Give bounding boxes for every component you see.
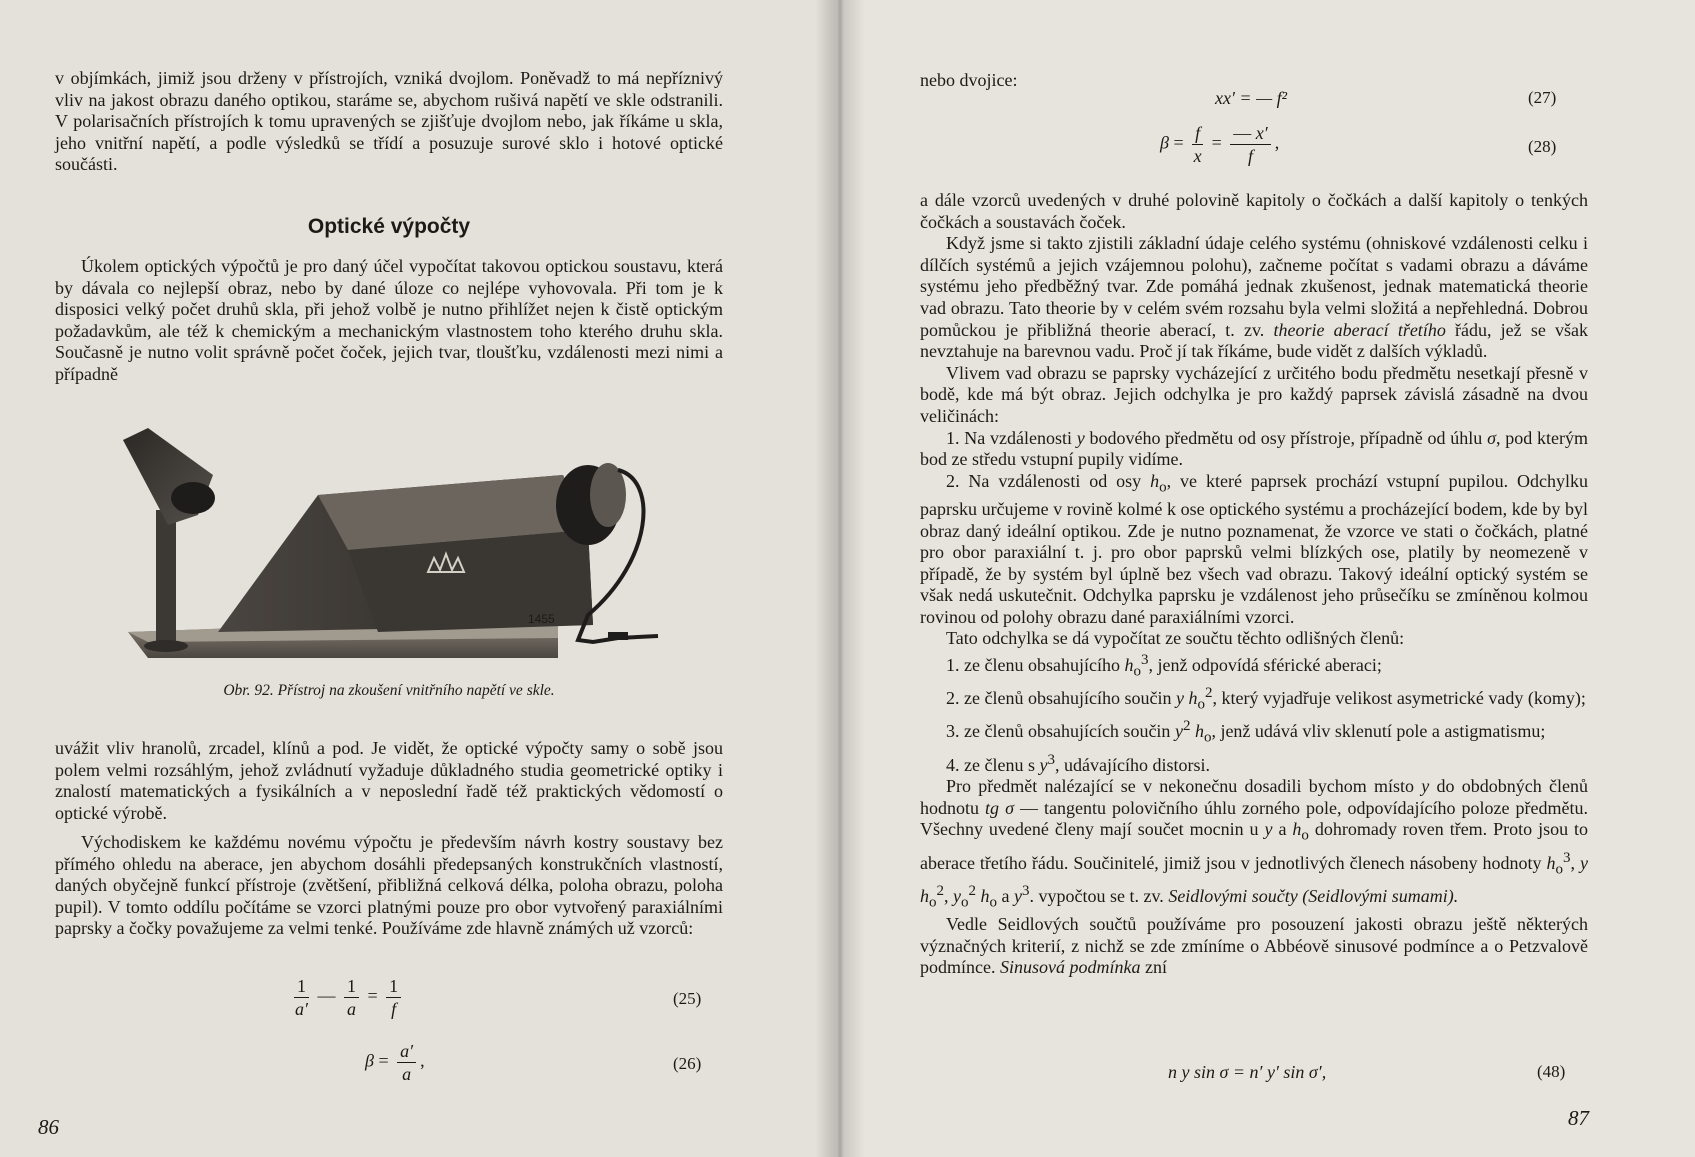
paragraph-after-figure: uvážit vliv hranolů, zrcadel, klínů a pod. Je vidět, že optické výpočty samy o sobě jsou polem velmi rozsáhlým, jehož zvládnutí vyžaduje důkladného studia geometrické optiky i znalostí matematických a fysikálních a v neposlední řadě též praktických vědomostí o optické výrobě.	[55, 738, 723, 823]
paragraph-vychodiskem: Východiskem ke každému novému výpočtu je především návrh kostry soustavy bez přímého ohledu na aberace, jen abychom dosáhli předepsaných konstrukčních vlastností, daných obyčejně funkcí přístroje (zvětšení, přibližná celková délka, poloha obrazu, poloha pupil). V tomto oddílu počítáme se vzorci platnými pouze pro obor vytvořený paraxiálními paprsky a čočky považujeme za velmi tenké. Používáme zde hlavně známých už vzorců:	[55, 832, 723, 939]
right-body-text: a dále vzorců uvedených v druhé polovině kapitoly o čočkách a další kapitoly o tenkých čočkách a soustavách čoček. Když jsme si takto zjistili základní údaje celého systému (ohniskové vzdálenosti celku i dílčích systémů a jejich vzájemnou polohu), začneme počítat s vadami obrazu a dáváme systému jeho předběžný tvar. Zde pomáhá jednak zkušenost, jednak matematická theorie vad obrazu. Tato theorie by v celém svém rozsahu byla velmi složitá a nepřehledná. Dobrou pomůckou je přibližná theorie aberací, t. zv. theorie aberací třetího řádu, jež se však nevztahuje na barevnou vadu. Proč jí tak říkáme, bude vidět z dalších výkladů. Vlivem vad obrazu se paprsky vycházející z určitého bodu předmětu nesetkají přesně v bodě, kde má být obraz. Jejich odchylka je pro každý paprsek závislá zásadně na dvou veličinách: 1. Na vzdálenosti y bodového předmětu od osy přístroje, případně od úhlu σ, pod kterým bod ze středu vstupní pupily vidíme. 2. Na vzdálenosti od osy $h_o$, ve které paprsek prochází vstupní pupilou. Odchylku paprsku určujeme v rovině kolmé k ose optického systému a procházející bodem, kde by byl obraz daný ideální optikou. Zde je nutno poznamenat, že vzorce ve stati o čočkách, platné pro obor paraxiální t. j. pro obor paprsků velmi blízkých ose, platily by neomezeně v případě, že by systém byl úplně bez všech vad obrazu. Takový ideální optický systém se však nedá uskutečnit. Odchylka paprsku je vzdálenost jeho průsečíku se zmíněnou kolmou rovinou od polohy obrazu dané paraxiálními vzorci. Tato odchylka se dá vypočítat ze součtu těchto odlišných členů: 1. ze členu obsahujícího $h_o^3$, jenž odpovídá sférické aberaci; 2. ze členů obsahujícího součin y $h_o^2$, který vyjadřuje velikost asymetrické vady (komy); 3. ze členů obsahujících součin $y^2$ $h_o$, jenž udává vliv sklenutí pole a astigmatismu; 4. ze členu s $y^3$, udávajícího distorsi. Pro předmět nalézající se v nekonečnu dosadili bychom místo y do obdobných členů hodnotu tg σ — tangentu polovičního úhlu zorného pole, odpovídajícího poloze předmětu. Všechny uvedené členy mají součet mocnin u y a $h_o$ dohromady roven třem. Proto jsou to aberace třetího řádu. Součinitelé, jimiž jsou v jednotlivých členech násobeny hodnoty $h_o^3$, y $h_o^2$, $y_o^2$ $h_o$ a $y^3$. vypočtou se t. zv. Seidlovými součty (Seidlovými sumami). Vedle Seidlových součtů používáme pro posouzení jakosti obrazu ještě některých význačných kriterií, z nichž se zde zmíníme o Abbéově sinusové podmínce a o Petzvalově podmínce. Sinusová podmínka zní	[920, 190, 1589, 978]
equation-48: n y sin σ = n′ y′ sin σ′,	[1168, 1062, 1327, 1082]
section-heading-block	[55, 216, 723, 238]
term-2: 2. ze členů obsahujícího součin y $h_o^2$, který vyjadřuje velikost asymetrické vady (komy);	[946, 685, 1586, 713]
term-3: 3. ze členů obsahujících součin $y^2$ $h_o$, jenž udává vliv sklenutí pole a astigmatismu;	[946, 718, 1546, 747]
right-page-number: 87	[1568, 1106, 1589, 1130]
equation-26: β = $\frac{a'}{a}$ ,	[365, 1041, 425, 1084]
section-heading: Optické výpočty	[307, 215, 471, 238]
equation-28: β = $\frac{f}{x}$ = $\frac{— x'}{f}$ ,	[1160, 123, 1280, 166]
item-1: 1. Na vzdálenosti y bodového předmětu od osy přístroje, případně od úhlu σ, pod kterým bod ze středu vstupní pupily vidíme.	[920, 427, 1588, 470]
paragraph-pro: Pro předmět nalézající se v nekonečnu dosadili bychom místo y do obdobných členů hodnotu tg σ — tangentu polovičního úhlu zorného pole, odpovídajícího poloze předmětu. Všechny uvedené členy mají součet mocnin u y a $h_o$ dohromady roven třem. Proto jsou to aberace třetího řádu. Součinitelé, jimiž jsou v jednotlivých členech násobeny hodnoty $h_o^3$, y $h_o^2$, $y_o^2$ $h_o$ a $y^3$. vypočtou se t. zv. Seidlovými součty (Seidlovými sumami).	[920, 776, 1589, 911]
left-intro-paragraph: v objímkách, jimiž jsou drženy v přístrojích, vzniká dvojlom. Poněvadž to má nepříznivý vliv na jakost obrazu daného optikou, staráme se, abychom rušivá napětí ve skle odstranili. V polarisačních přístrojích k tomu upravených se zjišťuje dvojlom nebo, jak říkáme u skla, jeho vnitřní napětí, a podle výsledků se třídí a posuzuje surové sklo i hotové optické součásti.	[55, 68, 723, 175]
equation-25: $\frac{1}{a'}$ — $\frac{1}{a}$ = $\frac{1}{f}$	[290, 975, 405, 1020]
term-1: 1. ze členu obsahujícího $h_o^3$, jenž odpovídá sférické aberaci;	[946, 652, 1382, 680]
apparatus-illustration	[118, 410, 678, 675]
figure-caption: Obr. 92. Přístroj na zkoušení vnitřního napětí ve skle.	[223, 682, 555, 699]
item-2: 2. Na vzdálenosti od osy $h_o$, ve které paprsek prochází vstupní pupilou. Odchylku paprsku určujeme v rovině kolmé k ose optického systému a procházející bodem, kde by byl obraz daný ideální optikou. Zde je nutno poznamenat, že vzorce ve stati o čočkách, platné pro obor paraxiální t. j. pro obor paprsků velmi blízkých ose, platily by neomezeně v případě, že by systém byl úplně bez všech vad obrazu. Takový ideální optický systém se však nedá uskutečnit. Odchylka paprsku je vzdálenost jeho průsečíku se zmíněnou kolmou rovinou od polohy obrazu dané paraxiálními vzorci.	[920, 470, 1589, 627]
equation-48-number: (48)	[1537, 1062, 1566, 1081]
equation-28-number: (28)	[1528, 137, 1557, 156]
left-page-number: 86	[38, 1115, 59, 1139]
nebo-dvojice: nebo dvojice:	[920, 70, 1018, 90]
term-4: 4. ze členu s $y^3$, udávajícího distorsi.	[946, 751, 1210, 775]
equation-27-number: (27)	[1528, 88, 1557, 107]
equation-26-number: (26)	[673, 1054, 702, 1073]
apparatus-post	[156, 510, 176, 645]
paragraph-vedle: Vedle Seidlových součtů používáme pro posouzení jakosti obrazu ještě některých význačných kriterií, z nichž se zde zmíníme o Abbéově sinusové podmínce a o Petzvalově podmínce. Sinusová podmínka zní	[920, 913, 1588, 978]
left-page	[0, 0, 835, 1157]
figure-number: 1455	[528, 612, 555, 626]
equation-25-number: (25)	[673, 989, 702, 1008]
equation-27: xx′ = — f²	[1215, 88, 1287, 108]
section-paragraph: Úkolem optických výpočtů je pro daný účel vypočítat takovou optickou soustavu, která by dávala co nejlepší obraz, nebo by dané úloze co nejlépe vyhovovala. Při tom je k disposici velký počet druhů skla, při jehož volbě je nutno přihlížet nejen k čistě optickým požadavkům, ale též k chemickým a mechanickým vlastnostem toho kterého druhu skla. Současně je nutno volit správně počet čoček, jejich tvar, tloušťku, vzdálenosti mezi nimi a případně	[55, 256, 723, 384]
paragraph-kdyz: Když jsme si takto zjistili základní údaje celého systému (ohniskové vzdálenosti celku i dílčích systémů a jejich vzájemnou polohu), začneme počítat s vadami obrazu a dáváme systému jeho předběžný tvar. Zde pomáhá jednak zkušenost, jednak matematická theorie vad obrazu. Tato theorie by v celém svém rozsahu byla velmi složitá a nepřehledná. Dobrou pomůckou je přibližná theorie aberací, t. zv. theorie aberací třetího řádu, jež se však nevztahuje na barevnou vadu. Proč jí tak říkáme, bude vidět z dalších výkladů.	[920, 233, 1589, 362]
